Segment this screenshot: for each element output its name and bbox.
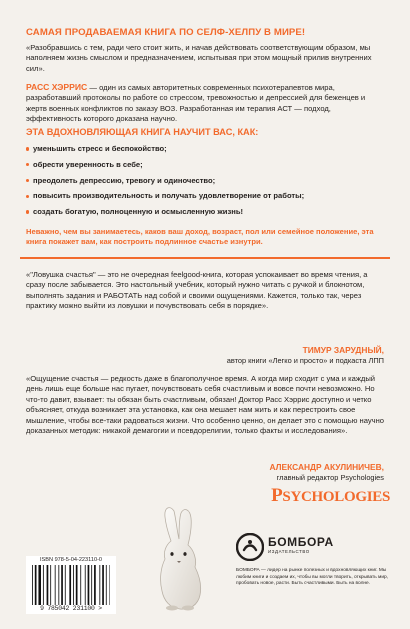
publisher-name: БОМБОРА [268, 535, 334, 549]
isbn-digits: 9 785042 231100 > [40, 605, 102, 612]
benefit-item [26, 191, 386, 201]
benefits-title: ЭТА ВДОХНОВЛЯЮЩАЯ КНИГА НАУЧИТ ВАС, КАК: [26, 127, 259, 137]
publisher-description: БОМБОРА — лидер на рынке полезных и вдохновляющих книг. Мы любим книги и создаем их, чтобы вы могли творить, открывать мир, пробовать новое, расти. Быть счастливыми. Быть на волне. [236, 568, 389, 587]
bullet-dot-icon [26, 210, 29, 213]
bullet-dot-icon [26, 195, 29, 198]
cover-headline: САМАЯ ПРОДАВАЕМАЯ КНИГА ПО СЕЛФ-ХЕЛПУ В МИРЕ! [26, 27, 306, 38]
benefit-text: обрести уверенность в себе; [33, 159, 143, 169]
author-name: РАСС ХЭРРИС [26, 82, 88, 92]
rabbit-illustration [150, 505, 208, 612]
benefit-item [26, 176, 386, 186]
benefit-item [26, 144, 386, 154]
benefit-item [26, 160, 386, 170]
intro-quote: «Разобравшись с тем, ради чего стоит жить, и начав действовать соответствующим образом, мы наполняем жизнь смыслом и предназначением, испытывая при этом мощный прилив внутренних сил». [26, 43, 372, 73]
publisher-subtitle: ИЗДАТЕЛЬСТВО [268, 549, 310, 554]
reviewer-name: ТИМУР ЗАРУДНЫЙ, [302, 345, 384, 355]
bullet-dot-icon [26, 179, 29, 182]
review-text: «"Ловушка счастья" — это не очередная feelgood-книга, которая успокаивает во время чтения, а сразу после забывается. Это настольный учебник, который нужно читать с ручкой и блокнотом, выполнять задания и РАБОТАТЬ над собой и своими ощущениями. Кажется, только так, через практику можно выйти из ловушки и почувствовать себя в порядке». [26, 270, 368, 311]
benefit-text: повысить производительность и получать удовлетворение от работы; [33, 191, 305, 201]
isbn-barcode-box [26, 556, 116, 614]
reviewer-role: автор книги «Легко и просто» и подкаста ЛПП [226, 356, 384, 365]
benefit-item [26, 207, 386, 217]
psychologies-logo: PSYCHOLOGIES [271, 485, 390, 506]
isbn-label: ISBN 978-5-04-223110-0 [39, 557, 103, 563]
benefit-text: уменьшить стресс и беспокойство; [33, 144, 167, 153]
author-bio-text: — один из самых авторитетных современных психотерапевтов мира, разработавший протоколы по работе со стрессом, тревожностью и депрессией для беженцев и жертв военных конфликтов по заказу ВОЗ. Разработанная им терапия АСТ — подход, эффективность которого доказана научно. [26, 83, 366, 123]
benefit-text: преодолеть депрессию, тревогу и одиночество; [33, 175, 216, 185]
author-bio [26, 82, 386, 124]
bullet-dot-icon [26, 147, 29, 150]
divider-line [20, 257, 390, 259]
benefit-text: создать богатую, полноценную и осмысленную жизнь! [33, 207, 244, 217]
bombora-logo-icon [236, 533, 264, 561]
bullet-dot-icon [26, 163, 29, 166]
reviewer-name: АЛЕКСАНДР АКУЛИНИЧЕВ, [269, 462, 384, 472]
audience-note: Неважно, чем вы занимаетесь, каков ваш доход, возраст, пол или семейное положение, эта книга покажет вам, как построить подлинное счастье изнутри. [26, 227, 374, 247]
barcode-icon [32, 565, 110, 605]
review-text: «Ощущение счастья — редкость даже в благополучное время. А когда мир сходит с ума и каждый день лишь еще больше нас пугает, почувствовать себя счастливым и вовсе почти невозможно. Но что-то давит, взывает: ты обязан быть счастливым, обязан! Доктор Расс Хэррис доступно и четко объясняет, откуда возникает эта установка, как она мешает нам жить и как перестроить свое мышление, чтобы все-таки радоваться жизни. Что особенно ценно, он делает это с помощью научно доказанных методик: никакой демагогии и псевдорелигии, только факты и исследования». [26, 374, 385, 436]
benefits-list [26, 144, 386, 223]
reviewer-role: главный редактор Psychologies [276, 473, 384, 482]
